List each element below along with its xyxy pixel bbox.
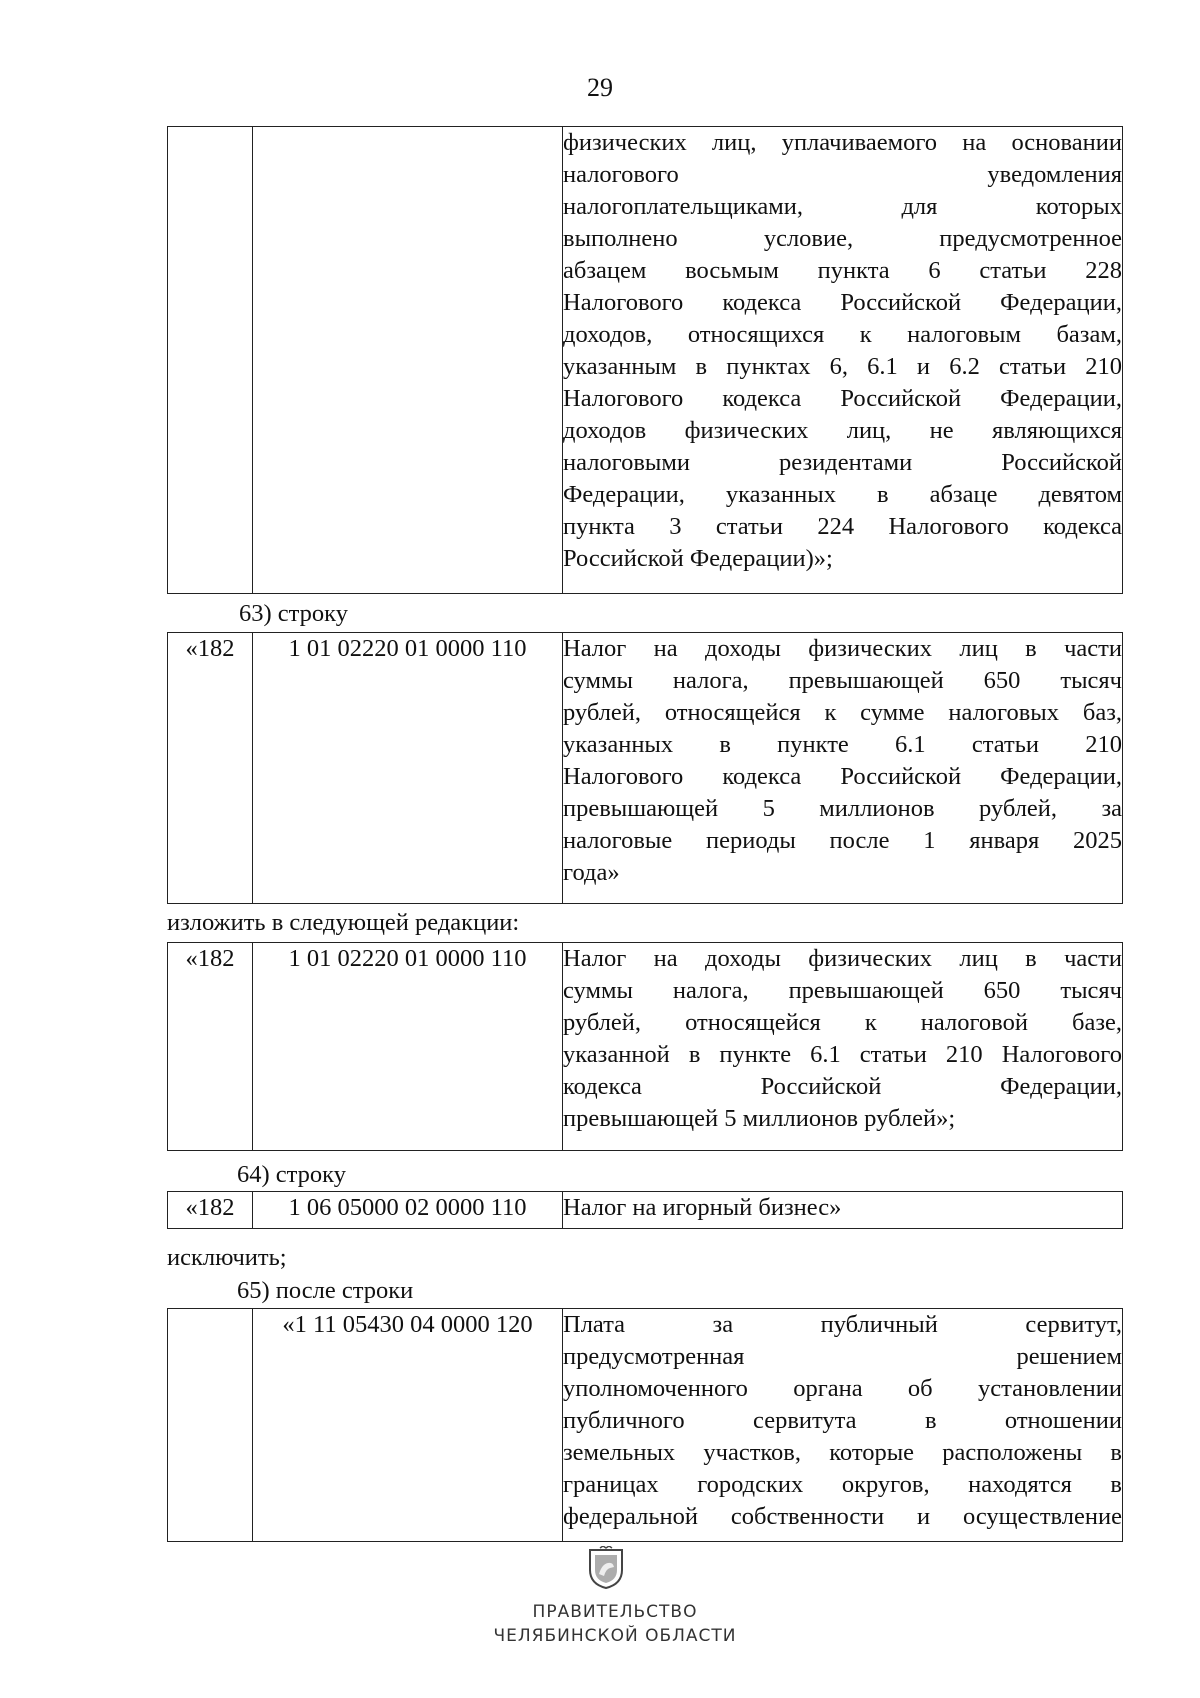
- item-65-label: 65) после строки: [237, 1277, 414, 1304]
- description-cell: Налог на игорный бизнес»: [563, 1192, 1123, 1229]
- admin-code-cell: «182: [168, 943, 253, 1151]
- table-row: [168, 943, 1123, 1151]
- item-63-label: 63) строку: [239, 600, 348, 627]
- table-row: [168, 1192, 1123, 1229]
- table-row: [168, 1309, 1123, 1542]
- table-item-65: [167, 1308, 1123, 1542]
- chelyabinsk-coat-of-arms-icon: [586, 1546, 626, 1590]
- admin-code-cell: [168, 127, 253, 594]
- item-64-label: 64) строку: [237, 1161, 346, 1188]
- admin-code-cell: «182: [168, 1192, 253, 1229]
- page-number: 29: [587, 73, 613, 102]
- description-cell: физических лиц, уплачиваемого на основании налогового уведомления налогоплательщиками, для которых выполнено условие, предусмотренное абзацем восьмым пункта 6 статьи 228 Налогового кодекса Российской Федерации, доходов, относящихся к налоговым базам, указанным в пунктах 6, 6.1 и 6.2 статьи 210 Налогового кодекса Российской Федерации, доходов физических лиц, не являющихся налоговыми резидентами Российской Федерации, указанных в абзаце девятом пункта 3 статьи 224 Налогового кодекса Российской Федерации)»;: [563, 127, 1123, 594]
- table-item-64: [167, 1191, 1123, 1229]
- kbk-cell: 1 06 05000 02 0000 110: [253, 1192, 563, 1229]
- description-cell: Налог на доходы физических лиц в части суммы налога, превышающей 650 тысяч рублей, относящейся к сумме налоговых баз, указанных в пункте 6.1 статьи 210 Налогового кодекса Российской Федерации, превышающей 5 миллионов рублей, за налоговые периоды после 1 января 2025 года»: [563, 633, 1123, 904]
- table-continuation: [167, 126, 1123, 594]
- table-row: [168, 127, 1123, 594]
- table-row: [168, 633, 1123, 904]
- kbk-cell: [253, 127, 563, 594]
- description-cell: Плата за публичный сервитут, предусмотренная решением уполномоченного органа об установлении публичного сервитута в отношении земельных участков, которые расположены в границах городских округов, находятся в федеральной собственности и осуществление: [563, 1309, 1123, 1542]
- footer-government-line1: ПРАВИТЕЛЬСТВО: [532, 1602, 698, 1622]
- admin-code-cell: «182: [168, 633, 253, 904]
- description-cell: Налог на доходы физических лиц в части суммы налога, превышающей 650 тысяч рублей, относящейся к налоговой базе, указанной в пункте 6.1 статьи 210 Налогового кодекса Российской Федерации, превышающей 5 миллионов рублей»;: [563, 943, 1123, 1151]
- footer-government-line2: ЧЕЛЯБИНСКОЙ ОБЛАСТИ: [493, 1626, 737, 1646]
- table-item-63: [167, 632, 1123, 904]
- kbk-cell: 1 01 02220 01 0000 110: [253, 633, 563, 904]
- kbk-cell: 1 01 02220 01 0000 110: [253, 943, 563, 1151]
- exclude-instruction: исключить;: [167, 1244, 287, 1271]
- edit-instruction: изложить в следующей редакции:: [167, 909, 520, 936]
- admin-code-cell: [168, 1309, 253, 1542]
- table-item-63-new: [167, 942, 1123, 1151]
- kbk-cell: «1 11 05430 04 0000 120: [253, 1309, 563, 1542]
